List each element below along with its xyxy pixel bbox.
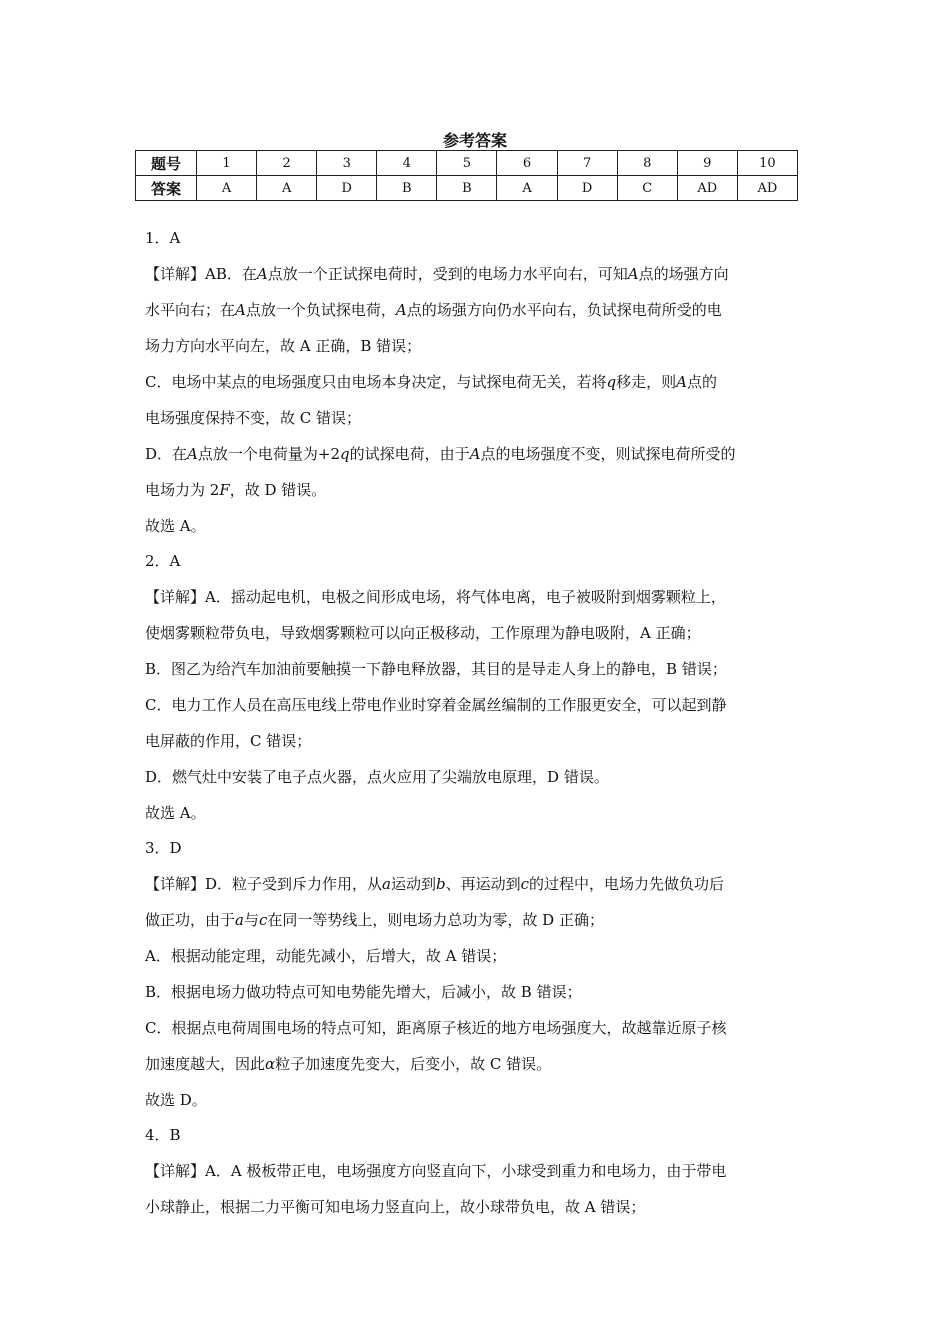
question-2-line: 使烟雾颗粒带负电，导致烟雾颗粒可以向正极移动，工作原理为静电吸附，A 正确； [145,624,701,642]
question-4-line: 小球静止，根据二力平衡可知电场力竖直向上，故小球带负电，故 A 错误； [145,1198,646,1216]
question-2-line: 【详解】A．摇动起电机，电极之间形成电场，将气体电离，电子被吸附到烟雾颗粒上， [145,588,726,606]
question-1-line: 场力方向水平向左，故 A 正确，B 错误； [145,337,422,355]
table-cell: 3 [317,151,377,176]
question-2-line: 电屏蔽的作用，C 错误； [145,732,312,750]
table-cell: B [377,176,437,201]
table-cell: 10 [737,151,797,176]
question-4-line: 【详解】A．A 极板带正电，电场强度方向竖直向下，小球受到重力和电场力，由于带电 [145,1162,727,1180]
table-cell: 7 [557,151,617,176]
question-3-line: A．根据动能定理，动能先减小，后增大，故 A 错误； [145,947,507,965]
table-cell: 6 [497,151,557,176]
table-row-answers [136,176,798,201]
question-3-line: 做正功，由于a与c在同一等势线上，则电场力总功为零，故 D 正确； [145,911,604,929]
question-4-number: 4．B [145,1126,181,1144]
table-row-question-numbers [136,151,798,176]
question-3-conclusion: 故选 D。 [145,1091,207,1109]
question-2-line: D．燃气灶中安装了电子点火器，点火应用了尖端放电原理，D 错误。 [145,768,609,786]
question-2-number: 2．A [145,552,181,570]
question-3-line: 加速度越大，因此α粒子加速度先变大，后变小，故 C 错误。 [145,1055,552,1073]
question-1-line: 电场强度保持不变，故 C 错误； [145,409,362,427]
question-3-number: 3．D [145,839,182,857]
question-1-line: C．电场中某点的电场强度只由电场本身决定，与试探电荷无关，若将q移走，则A点的 [145,373,717,391]
table-cell: 8 [617,151,677,176]
question-2-line: B．图乙为给汽车加油前要触摸一下静电释放器，其目的是导走人身上的静电，B 错误； [145,660,727,678]
question-1-number: 1．A [145,229,181,247]
question-3-line: C．根据点电荷周围电场的特点可知，距离原子核近的地方电场强度大，故越靠近原子核 [145,1019,727,1037]
question-1-line: 【详解】AB．在A点放一个正试探电荷时，受到的电场力水平向右，可知A点的场强方向 [145,265,729,283]
table-cell: A [197,176,257,201]
table-cell: D [317,176,377,201]
table-cell: AD [677,176,737,201]
table-cell: AD [737,176,797,201]
question-1-conclusion: 故选 A。 [145,517,206,535]
row-header-number: 题号 [136,151,197,176]
table-cell: 4 [377,151,437,176]
question-2-conclusion: 故选 A。 [145,804,206,822]
row-header-answer: 答案 [136,176,197,201]
table-cell: C [617,176,677,201]
question-3-line: 【详解】D．粒子受到斥力作用，从a运动到b、再运动到c的过程中，电场力先做负功后 [145,875,725,893]
table-cell: D [557,176,617,201]
table-cell: 1 [197,151,257,176]
question-1-line: D．在A点放一个电荷量为+2q的试探电荷，由于A点的电场强度不变，则试探电荷所受的 [145,445,736,463]
explanations [145,221,810,1225]
table-cell: B [437,176,497,201]
table-cell: 2 [257,151,317,176]
question-3-line: B．根据电场力做功特点可知电势能先增大，后减小，故 B 错误； [145,983,582,1001]
answer-table [135,150,798,201]
question-1-line: 电场力为 2F，故 D 错误。 [145,481,327,499]
table-cell: 9 [677,151,737,176]
page-title: 参考答案 [442,131,507,150]
table-cell: A [497,176,557,201]
question-2-line: C．电力工作人员在高压电线上带电作业时穿着金属丝编制的工作服更安全，可以起到静 [145,696,727,714]
table-cell: 5 [437,151,497,176]
question-1-line: 水平向右；在A点放一个负试探电荷，A点的场强方向仍水平向右，负试探电荷所受的电 [145,301,722,319]
table-cell: A [257,176,317,201]
